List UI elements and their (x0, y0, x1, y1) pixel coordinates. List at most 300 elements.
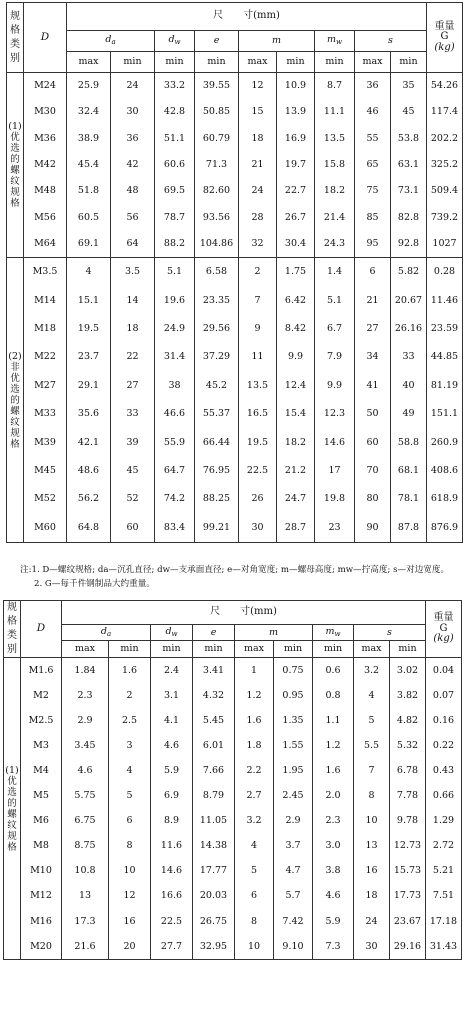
thread-size-cell: M42 (24, 152, 67, 178)
table-cell: 29.16 (390, 934, 426, 960)
table-cell: 31.43 (426, 934, 462, 960)
table-cell: 60.6 (155, 152, 195, 178)
table-cell: 53.8 (391, 126, 427, 152)
table-row (4, 859, 462, 884)
table-row (4, 758, 462, 783)
table-cell: 1.95 (274, 758, 313, 783)
dimensions-header: 尺 寸(mm) (67, 3, 427, 31)
table-cell: 19.8 (315, 485, 355, 513)
table-cell: 19.6 (155, 286, 195, 314)
dw-header: $d_w$ (155, 31, 195, 52)
thread-size-cell: M1.6 (21, 658, 62, 684)
table-cell: 83.4 (155, 514, 195, 543)
table-cell: 151.1 (427, 400, 463, 428)
table-cell: 16.5 (239, 400, 277, 428)
m-header: m (235, 625, 313, 640)
table-cell: 30 (111, 99, 155, 125)
table-cell: 28 (239, 204, 277, 230)
table-cell: 82.60 (195, 178, 239, 204)
max-label: max (354, 640, 390, 657)
table-cell: 6.42 (277, 286, 315, 314)
table-cell: 19.7 (277, 152, 315, 178)
table-cell: 60 (355, 428, 391, 456)
table-cell: 0.95 (274, 683, 313, 708)
table-row (4, 934, 462, 960)
table-row (7, 457, 463, 485)
thread-size-cell: M39 (24, 428, 67, 456)
table-cell: 42.1 (67, 428, 111, 456)
table-cell: 52 (111, 485, 155, 513)
table-cell: 42 (111, 152, 155, 178)
table-cell: 5.1 (155, 258, 195, 287)
table-cell: 46.6 (155, 400, 195, 428)
table-cell: 66.44 (195, 428, 239, 456)
table-cell: 27 (355, 315, 391, 343)
table-cell: 12 (239, 73, 277, 100)
m-header: m (239, 31, 315, 52)
thread-size-cell: M56 (24, 204, 67, 230)
table-cell: 4.6 (62, 758, 109, 783)
table-cell: 1027 (427, 231, 463, 258)
table-row (4, 834, 462, 859)
table-cell: 56.2 (67, 485, 111, 513)
table-cell: 13.5 (315, 126, 355, 152)
weight-header: 重量 G (kg) (427, 3, 463, 73)
table-cell: 7.3 (313, 934, 354, 960)
dw-header: $d_w$ (151, 625, 193, 640)
table-cell: 0.8 (313, 683, 354, 708)
table-cell: 39.55 (195, 73, 239, 100)
thread-size-cell: M2.5 (21, 708, 62, 733)
table-cell: 2.9 (274, 809, 313, 834)
table-cell: 5.82 (391, 258, 427, 287)
table-cell: 2.72 (426, 834, 462, 859)
thread-size-cell: M14 (24, 286, 67, 314)
thread-size-cell: M5 (21, 783, 62, 808)
table-cell: 27 (111, 372, 155, 400)
table-cell: 99.21 (195, 514, 239, 543)
table-cell: 0.66 (426, 783, 462, 808)
table-cell: 49 (391, 400, 427, 428)
table-cell: 33 (111, 400, 155, 428)
table-row (4, 658, 462, 684)
table-cell: 60.5 (67, 204, 111, 230)
table-cell: 8 (235, 909, 274, 934)
table-cell: 6.7 (315, 315, 355, 343)
table-cell: 2.4 (151, 658, 193, 684)
table-cell: 74.2 (155, 485, 195, 513)
table-cell: 8 (109, 834, 151, 859)
min-label: min (274, 640, 313, 657)
table-cell: 64.8 (67, 514, 111, 543)
table-cell: 1.2 (235, 683, 274, 708)
table-cell: 2.45 (274, 783, 313, 808)
table-cell: 4.6 (151, 733, 193, 758)
table-cell: 45.4 (67, 152, 111, 178)
table-row (7, 343, 463, 371)
table-cell: 0.07 (426, 683, 462, 708)
table-cell: 26.7 (277, 204, 315, 230)
table-cell: 90 (355, 514, 391, 543)
table-cell: 17.3 (62, 909, 109, 934)
table-cell: 16.6 (151, 884, 193, 909)
min-label: min (391, 52, 427, 73)
d-column-header: D (24, 3, 67, 73)
table-cell: 8 (354, 783, 390, 808)
table-cell: 6.75 (62, 809, 109, 834)
table-cell: 17.18 (426, 909, 462, 934)
table-cell: 4 (354, 683, 390, 708)
table-cell: 18 (111, 315, 155, 343)
preferred-group-rows (7, 73, 463, 258)
mw-header: $m_w$ (313, 625, 354, 640)
min-label: min (315, 52, 355, 73)
table-cell: 1.1 (313, 708, 354, 733)
table-cell: 7.9 (315, 343, 355, 371)
table-cell: 41 (355, 372, 391, 400)
table-cell: 95 (355, 231, 391, 258)
nut-dimension-table-large (6, 2, 463, 543)
table-cell: 0.75 (274, 658, 313, 684)
table-cell: 46 (355, 99, 391, 125)
thread-size-cell: M2 (21, 683, 62, 708)
thread-size-cell: M36 (24, 126, 67, 152)
table-cell: 4.82 (390, 708, 426, 733)
table-cell: 3.45 (62, 733, 109, 758)
thread-size-cell: M27 (24, 372, 67, 400)
table-cell: 24.7 (277, 485, 315, 513)
table-cell: 10.9 (277, 73, 315, 100)
table-cell: 17 (315, 457, 355, 485)
table-cell: 42.8 (155, 99, 195, 125)
min-label: min (193, 640, 235, 657)
min-label: min (277, 52, 315, 73)
table-cell: 2.5 (109, 708, 151, 733)
table-cell: 9.10 (274, 934, 313, 960)
table-cell: 6 (109, 809, 151, 834)
table-cell: 51.1 (155, 126, 195, 152)
table-row (4, 909, 462, 934)
table-cell: 8.9 (151, 809, 193, 834)
table-cell: 55.9 (155, 428, 195, 456)
d-column-header: D (21, 601, 62, 658)
table-cell: 37.29 (195, 343, 239, 371)
table-cell: 33.2 (155, 73, 195, 100)
table-cell: 21.4 (315, 204, 355, 230)
table-cell: 32.4 (67, 99, 111, 125)
table-cell: 2 (239, 258, 277, 287)
table-cell: 9 (239, 315, 277, 343)
table-cell: 4 (67, 258, 111, 287)
table-cell: 1.4 (315, 258, 355, 287)
table-cell: 5 (235, 859, 274, 884)
table-cell: 69.5 (155, 178, 195, 204)
min-label: min (109, 640, 151, 657)
table-cell: 3.7 (274, 834, 313, 859)
table-cell: 8.79 (193, 783, 235, 808)
table-cell: 5.9 (151, 758, 193, 783)
table-row (4, 683, 462, 708)
table-cell: 54.26 (427, 73, 463, 100)
max-label: max (67, 52, 111, 73)
nut-dimension-table-small (3, 600, 462, 960)
da-header: $d_a$ (62, 625, 151, 640)
table-cell: 6.01 (193, 733, 235, 758)
table-cell: 13 (354, 834, 390, 859)
table-cell: 22.5 (239, 457, 277, 485)
table-row (7, 514, 463, 543)
table-cell: 7.42 (274, 909, 313, 934)
table-cell: 76.95 (195, 457, 239, 485)
table-cell: 27.7 (151, 934, 193, 960)
table-cell: 1.8 (235, 733, 274, 758)
table-cell: 1.29 (426, 809, 462, 834)
table-cell: 38.9 (67, 126, 111, 152)
table-cell: 260.9 (427, 428, 463, 456)
table-cell: 4 (109, 758, 151, 783)
table-cell: 21.2 (277, 457, 315, 485)
table-cell: 2.2 (235, 758, 274, 783)
table-cell: 3.82 (390, 683, 426, 708)
thread-size-cell: M4 (21, 758, 62, 783)
table-cell: 12 (109, 884, 151, 909)
table-cell: 10.8 (62, 859, 109, 884)
table-cell: 1 (235, 658, 274, 684)
thread-size-cell: M16 (21, 909, 62, 934)
table-cell: 7.78 (390, 783, 426, 808)
table-cell: 82.8 (391, 204, 427, 230)
table-cell: 36 (111, 126, 155, 152)
max-label: max (235, 640, 274, 657)
table-cell: 11.6 (151, 834, 193, 859)
table-cell: 73.1 (391, 178, 427, 204)
thread-size-cell: M3.5 (24, 258, 67, 287)
min-label: min (111, 52, 155, 73)
table-row (7, 372, 463, 400)
table-cell: 5.9 (313, 909, 354, 934)
table-row (7, 400, 463, 428)
table-cell: 5.32 (390, 733, 426, 758)
table-cell: 4.32 (193, 683, 235, 708)
table-cell: 5 (354, 708, 390, 733)
table-cell: 26.16 (391, 315, 427, 343)
table-cell: 20 (109, 934, 151, 960)
table-cell: 4 (235, 834, 274, 859)
table-cell: 4.6 (313, 884, 354, 909)
table-cell: 58.8 (391, 428, 427, 456)
table-cell: 22.5 (151, 909, 193, 934)
table-cell: 8.42 (277, 315, 315, 343)
table-cell: 20.03 (193, 884, 235, 909)
table-cell: 6.9 (151, 783, 193, 808)
table-cell: 71.3 (195, 152, 239, 178)
table-cell: 78.7 (155, 204, 195, 230)
e-header: e (195, 31, 239, 52)
table-cell: 16 (354, 859, 390, 884)
table-row (7, 428, 463, 456)
table-cell: 17.77 (193, 859, 235, 884)
table-cell: 50.85 (195, 99, 239, 125)
table-cell: 15.1 (67, 286, 111, 314)
table-cell: 63.1 (391, 152, 427, 178)
table-cell: 2.3 (62, 683, 109, 708)
min-label: min (390, 640, 426, 657)
table-cell: 33 (391, 343, 427, 371)
thread-size-cell: M10 (21, 859, 62, 884)
table-cell: 45 (111, 457, 155, 485)
table-cell: 30 (354, 934, 390, 960)
table-cell: 509.4 (427, 178, 463, 204)
table-notes (20, 563, 465, 591)
table-cell: 64.7 (155, 457, 195, 485)
table-cell: 1.6 (313, 758, 354, 783)
table-cell: 88.25 (195, 485, 239, 513)
table-cell: 26.75 (193, 909, 235, 934)
table-row (4, 733, 462, 758)
table-cell: 21 (355, 286, 391, 314)
table-cell: 93.56 (195, 204, 239, 230)
table-cell: 45 (391, 99, 427, 125)
thread-size-cell: M18 (24, 315, 67, 343)
table-cell: 3.2 (235, 809, 274, 834)
table-cell: 32.95 (193, 934, 235, 960)
table-cell: 9.78 (390, 809, 426, 834)
table-cell: 15.73 (390, 859, 426, 884)
table-row (7, 99, 463, 125)
table-cell: 12.73 (390, 834, 426, 859)
da-header: $d_a$ (67, 31, 155, 52)
table-cell: 2.7 (235, 783, 274, 808)
category-header: 规格类别 (7, 3, 24, 73)
table-cell: 85 (355, 204, 391, 230)
table-cell: 65 (355, 152, 391, 178)
table-cell: 1.75 (277, 258, 315, 287)
table-cell: 618.9 (427, 485, 463, 513)
table-cell: 70 (355, 457, 391, 485)
preferred-group-rows (4, 658, 462, 960)
table-cell: 60 (111, 514, 155, 543)
table-cell: 14.38 (193, 834, 235, 859)
table-cell: 5.21 (426, 859, 462, 884)
table-cell: 3.2 (354, 658, 390, 684)
table-cell: 3.1 (151, 683, 193, 708)
table-cell: 11 (239, 343, 277, 371)
table-cell: 55.37 (195, 400, 239, 428)
thread-size-cell: M20 (21, 934, 62, 960)
table-cell: 1.2 (313, 733, 354, 758)
table-cell: 5 (109, 783, 151, 808)
thread-size-cell: M33 (24, 400, 67, 428)
table-cell: 21.6 (62, 934, 109, 960)
table-cell: 40 (391, 372, 427, 400)
table-cell: 36 (355, 73, 391, 100)
table-cell: 50 (355, 400, 391, 428)
table-cell: 16.9 (277, 126, 315, 152)
thread-size-cell: M6 (21, 809, 62, 834)
group-label: (1)优选的螺纹规格 (7, 73, 24, 258)
thread-size-cell: M24 (24, 73, 67, 100)
table-cell: 55 (355, 126, 391, 152)
group-label: (2)非优选的螺纹规格 (7, 258, 24, 543)
table-cell: 10 (109, 859, 151, 884)
table-cell: 88.2 (155, 231, 195, 258)
table-cell: 10 (354, 809, 390, 834)
table-cell: 0.04 (426, 658, 462, 684)
table-cell: 7.66 (193, 758, 235, 783)
table-cell: 34 (355, 343, 391, 371)
table-cell: 30.4 (277, 231, 315, 258)
thread-size-cell: M48 (24, 178, 67, 204)
min-label: min (313, 640, 354, 657)
table-cell: 56 (111, 204, 155, 230)
table-cell: 12.3 (315, 400, 355, 428)
table-cell: 2.0 (313, 783, 354, 808)
table-cell: 19.5 (239, 428, 277, 456)
table-cell: 0.43 (426, 758, 462, 783)
table-cell: 5.75 (62, 783, 109, 808)
table-row (7, 152, 463, 178)
table-cell: 31.4 (155, 343, 195, 371)
table-cell: 325.2 (427, 152, 463, 178)
table-cell: 15 (239, 99, 277, 125)
table-cell: 48 (111, 178, 155, 204)
table-cell: 4.1 (151, 708, 193, 733)
table-cell: 1.35 (274, 708, 313, 733)
table-cell: 24.9 (155, 315, 195, 343)
table-cell: 2.3 (313, 809, 354, 834)
table-cell: 8.75 (62, 834, 109, 859)
table-cell: 24.3 (315, 231, 355, 258)
thread-size-cell: M64 (24, 231, 67, 258)
table-cell: 75 (355, 178, 391, 204)
table-cell: 3.41 (193, 658, 235, 684)
table-cell: 1.55 (274, 733, 313, 758)
table-row (4, 884, 462, 909)
table-cell: 24 (354, 909, 390, 934)
table-cell: 15.8 (315, 152, 355, 178)
weight-header: 重量 G (kg) (426, 601, 462, 658)
table-cell: 12.4 (277, 372, 315, 400)
table-cell: 21 (239, 152, 277, 178)
table-cell: 13.9 (277, 99, 315, 125)
table-cell: 80 (355, 485, 391, 513)
table-row (4, 783, 462, 808)
table-cell: 26 (239, 485, 277, 513)
table-cell: 78.1 (391, 485, 427, 513)
table-cell: 202.2 (427, 126, 463, 152)
table-cell: 0.16 (426, 708, 462, 733)
table-cell: 39 (111, 428, 155, 456)
table-cell: 1.6 (235, 708, 274, 733)
table-cell: 23 (315, 514, 355, 543)
table-cell: 14 (111, 286, 155, 314)
table-cell: 18 (354, 884, 390, 909)
table-cell: 20.67 (391, 286, 427, 314)
table-row (7, 258, 463, 287)
table-row (7, 485, 463, 513)
table-cell: 3 (109, 733, 151, 758)
table-row (7, 231, 463, 258)
table-cell: 6 (355, 258, 391, 287)
table-cell: 13 (62, 884, 109, 909)
table-cell: 32 (239, 231, 277, 258)
table-cell: 18.2 (277, 428, 315, 456)
table-cell: 25.9 (67, 73, 111, 100)
mw-header: $m_w$ (315, 31, 355, 52)
category-header: 规格类别 (4, 601, 21, 658)
table-cell: 2.9 (62, 708, 109, 733)
table-cell: 64 (111, 231, 155, 258)
